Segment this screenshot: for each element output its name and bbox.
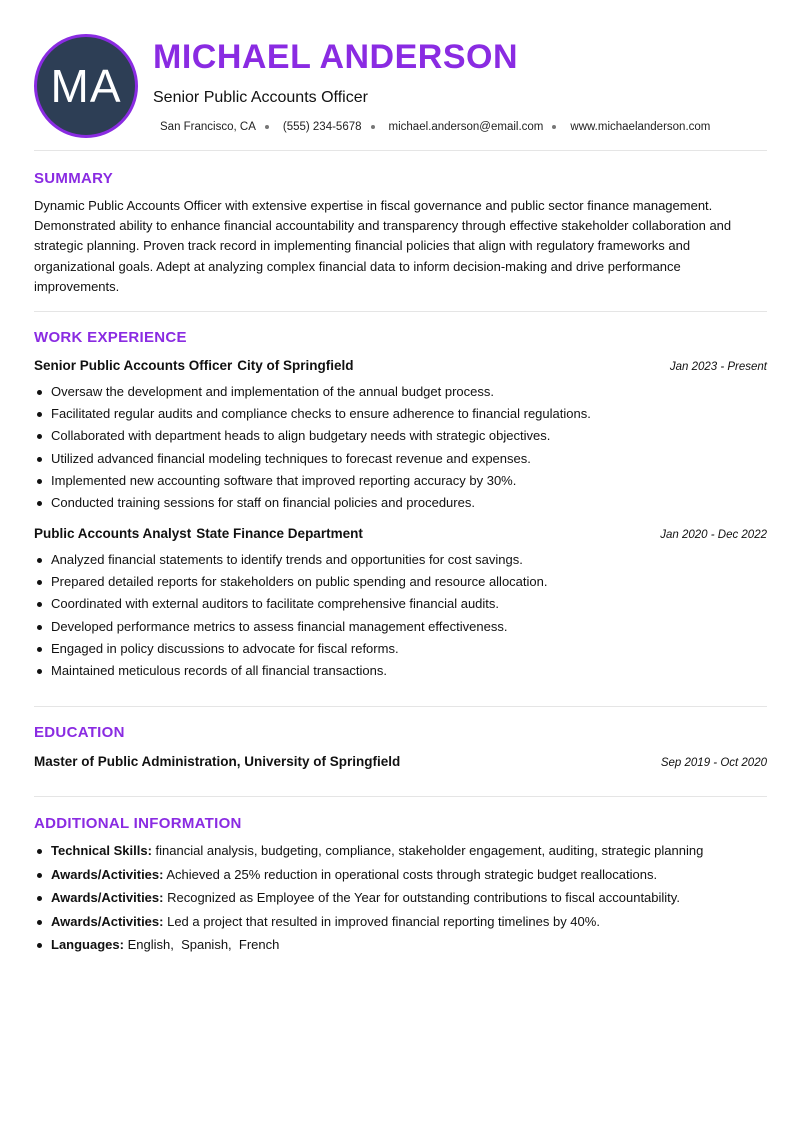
- job-organization: City of Springfield: [237, 358, 354, 373]
- job-header: [34, 358, 767, 373]
- list-item: Collaborated with department heads to align budgetary needs with strategic objectives.: [34, 425, 767, 447]
- info-value: financial analysis, budgeting, compliance, stakeholder engagement, auditing, strategic planning: [155, 843, 704, 858]
- list-item: Conducted training sessions for staff on financial policies and procedures.: [34, 492, 767, 514]
- job-bullets: [34, 549, 767, 682]
- job-dates: Jan 2023 - Present: [669, 361, 767, 373]
- list-item: Maintained meticulous records of all financial transactions.: [34, 660, 767, 682]
- bullet-separator-icon: [265, 125, 269, 129]
- job-bullets: [34, 381, 767, 514]
- additional-info-heading: ADDITIONAL INFORMATION: [34, 815, 242, 832]
- job-dates: Jan 2020 - Dec 2022: [660, 529, 767, 541]
- contact-website[interactable]: www.michaelanderson.com: [570, 121, 711, 133]
- list-item: Analyzed financial statements to identify trends and opportunities for cost savings.: [34, 549, 767, 571]
- education-entry: [34, 754, 767, 769]
- section-divider: [34, 150, 767, 151]
- list-item: Facilitated regular audits and compliance checks to ensure adherence to financial regulations.: [34, 403, 767, 425]
- list-item: [34, 864, 767, 888]
- info-value: Recognized as Employee of the Year for outstanding contributions to fiscal accountability.: [167, 890, 680, 906]
- info-value: English, Spanish, French: [127, 937, 280, 953]
- job-header: [34, 526, 767, 541]
- info-value: Achieved a 25% reduction in operational costs through strategic budget reallocations.: [166, 866, 658, 882]
- list-item: [34, 911, 767, 935]
- additional-info-list: [34, 840, 767, 958]
- job-title-line: [34, 358, 354, 373]
- list-item: [34, 840, 767, 864]
- info-value: Led a project that resulted in improved financial reporting timelines by 40%.: [167, 913, 600, 929]
- summary-text: Dynamic Public Accounts Officer with extensive expertise in fiscal governance and public sector finance management. Demonstrated ability to enhance financial accountability and transparency through effective stakeholder collaboration and strategic planning. Proven track record in implementing financial policies that align with regulatory frameworks and organizational goals. Adept at analyzing complex financial data to inform decision-making and drive performance improvements.: [34, 198, 732, 294]
- section-divider: [34, 706, 767, 707]
- list-item: Prepared detailed reports for stakeholders on public spending and resource allocation.: [34, 571, 767, 593]
- list-item: Utilized advanced financial modeling techniques to forecast revenue and expenses.: [34, 448, 767, 470]
- job-organization: State Finance Department: [196, 526, 363, 541]
- section-divider: [34, 796, 767, 797]
- job-role: Senior Public Accounts Officer: [34, 358, 233, 373]
- contact-phone: (555) 234-5678: [282, 121, 362, 133]
- education-degree: Master of Public Administration, University of Springfield: [34, 754, 401, 769]
- bullet-separator-icon: [371, 125, 375, 129]
- avatar: [34, 34, 138, 138]
- resume-page: [34, 0, 767, 953]
- education-heading: EDUCATION: [34, 724, 125, 741]
- avatar-initials: MA: [50, 60, 122, 112]
- education-dates: Sep 2019 - Oct 2020: [660, 757, 767, 769]
- info-label: Awards/Activities:: [51, 866, 164, 882]
- list-item: Implemented new accounting software that improved reporting accuracy by 30%.: [34, 470, 767, 492]
- contact-location: San Francisco, CA: [160, 121, 256, 133]
- list-item: Coordinated with external auditors to facilitate comprehensive financial audits.: [34, 593, 767, 615]
- list-item: Developed performance metrics to assess financial management effectiveness.: [34, 616, 767, 638]
- resume-header: [34, 0, 767, 150]
- contact-email[interactable]: michael.anderson@email.com: [388, 121, 544, 133]
- section-divider: [34, 311, 767, 312]
- info-label: Technical Skills:: [51, 843, 152, 858]
- list-item: [34, 934, 767, 958]
- info-label: Languages:: [51, 937, 124, 953]
- info-label: Awards/Activities:: [51, 913, 164, 929]
- job-role: Public Accounts Analyst: [34, 526, 192, 541]
- candidate-title: Senior Public Accounts Officer: [153, 89, 368, 106]
- bullet-separator-icon: [552, 125, 556, 129]
- summary-heading: SUMMARY: [34, 170, 114, 187]
- list-item: Engaged in policy discussions to advocate for fiscal reforms.: [34, 638, 767, 660]
- list-item: Oversaw the development and implementation of the annual budget process.: [34, 381, 767, 403]
- info-label: Awards/Activities:: [51, 890, 164, 906]
- job-title-line: [34, 526, 363, 541]
- list-item: [34, 887, 767, 911]
- contact-line: [160, 121, 710, 133]
- work-experience-heading: WORK EXPERIENCE: [34, 329, 187, 346]
- candidate-name: MICHAEL ANDERSON: [153, 38, 519, 76]
